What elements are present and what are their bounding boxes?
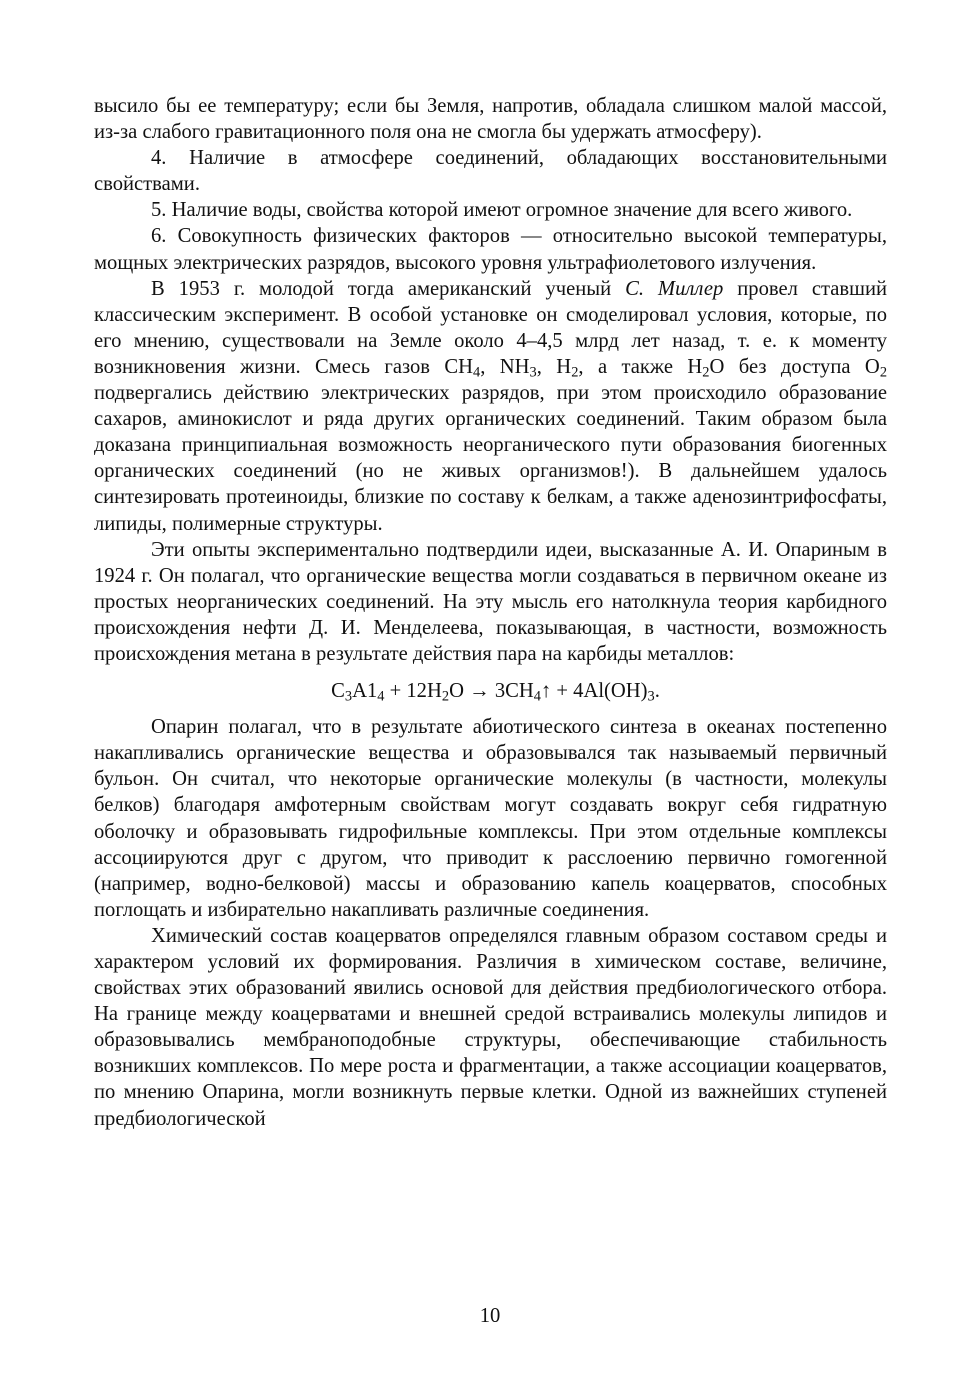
paragraph-coacervates: Химический состав коацерватов определялся главным образом составом среды и характером условий их формирования. Различия в химическом составе, величине, свойствах этих образований явились основой для действия предбиологического отбора. На границе между коацерватами и внешней средой встраивались молекулы липидов и образовывались мембраноподобные структуры, обеспечивающие стабильность возникших комплексов. По мере роста и фрагментации, а также ассоциации коацерватов, по мнению Опарина, могли возникнуть первые клетки. Одной из важнейших ступеней предбиологической [94,924,887,1130]
paragraph-item-4: 4. Наличие в атмосфере соединений, обладающих восстановительными свойствами. [94,147,887,196]
body-text [94,93,887,1132]
chemical-equation: $C_3A1_4 + 12H_2O$ → $3CH_4↑ + 4Al(OH)_3$. [331,680,660,705]
page-number: 10 [479,1305,501,1327]
paragraph-oparin-ideas: Эти опыты экспериментально подтвердили идеи, высказанные А. И. Опариным в 1924 г. Он полагал, что органические вещества могли создаваться в первичном океане из простых неорганических соединений. На эту мысль его натолкнула теория карбидного происхождения нефти Д. И. Менделеева, показывающая, в частности, возможность происхождения метана в результате действия пара на карбиды металлов: [94,538,887,665]
paragraph-primary-broth: Опарин полагал, что в результате абиотического синтеза в океанах постепенно накапливались органические вещества и образовывался так называемый первичный бульон. Он считал, что некоторые органические молекулы (в частности, молекулы белков) благодаря амфотерным свойствам могут создавать вокруг себя гидратную оболочку и образовывать гидрофильные комплексы. При этом отдельные комплексы ассоциируются друг с другом, что приводит к расслоению первично гомогенной (например, водно-белковой) массы и образованию капель коацерватов, способных поглощать и избирательно накапливать различные соединения. [94,716,887,921]
paragraph-item-5: 5. Наличие воды, свойства которой имеют огромное значение для всего живого. [151,199,853,222]
paragraph-continuation: высило бы ее температуру; если бы Земля, напротив, обладала слишком малой массой, из-за слабого гравитационного поля она не смогла бы удержать атмосферу). [94,95,887,144]
paragraph-item-6: 6. Совокупность физических факторов — относительно высокой температуры, мощных электрических разрядов, высокого уровня ультрафиолетового излучения. [94,225,887,274]
paragraph-miller-experiment: В 1953 г. молодой тогда американский ученый С. Миллер провел ставший классическим эксперимент. В особой установке он смоделировал условия, которые, по его мнению, существовали на Земле около 4–4,5 млрд лет назад, т. е. к моменту возникновения жизни. Смесь газов $CH_4$, $NH_3$, $H_2$, а также $H_2O$ без доступа $O_2$ подвергались действию электрических разрядов, при этом происходило образование сахаров, аминокислот и ряда других органических соединений. Таким образом была доказана принципиальная возможность неорганического пути образования биогенных органических соединений (но не живых организмов!). В дальнейшем удалось синтезировать протеиноиды, близкие по составу к белкам, а также аденозинтрифосфаты, липиды, полимерные структуры. [94,277,888,535]
